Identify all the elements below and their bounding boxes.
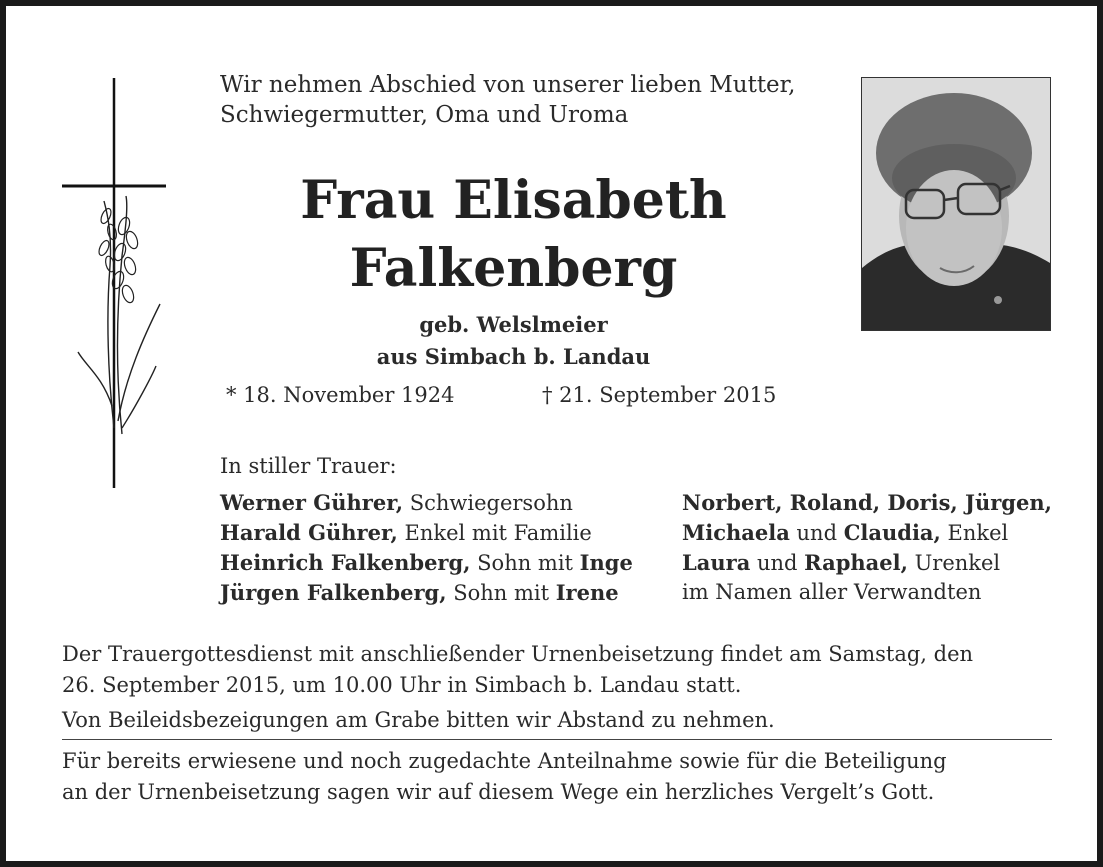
- mourner-name: Werner Gührer,: [220, 490, 404, 515]
- mourner-connector: und: [789, 521, 844, 545]
- mourner-relation: Urenkel: [907, 551, 1001, 575]
- condolence-note: Von Beileidsbezeigungen am Grabe bitten wir Abstand zu nehmen.: [62, 708, 775, 732]
- mourner-line: [220, 488, 633, 518]
- thanks-text: [62, 746, 947, 808]
- cross-with-wheat-icon: [56, 76, 176, 490]
- divider: [62, 739, 1052, 740]
- mourners-right-column: [682, 488, 1052, 607]
- mourner-name: Laura: [682, 550, 751, 575]
- thanks-line-2: an der Urnenbeisetzung sagen wir auf diesem Wege ein herzliches Vergelt’s Gott.: [62, 780, 935, 804]
- portrait-photo: [861, 77, 1051, 331]
- mourner-relation: Enkel: [940, 521, 1009, 545]
- birth-date: * 18. November 1924: [226, 383, 455, 407]
- service-line-2: 26. September 2015, um 10.00 Uhr in Simbach b. Landau statt.: [62, 673, 742, 697]
- mourner-line: [682, 578, 1052, 607]
- mourner-relation: Schwiegersohn: [403, 491, 573, 515]
- mourner-connector: und: [750, 551, 805, 575]
- mourner-line: [682, 518, 1052, 548]
- intro-line-2: Schwiegermutter, Oma und Uroma: [220, 102, 629, 128]
- mourner-line: [682, 488, 1052, 518]
- mourner-line: [220, 548, 633, 578]
- mourner-name: Raphael,: [804, 550, 908, 575]
- mourner-relation: Sohn mit: [470, 551, 580, 575]
- mourner-line: [682, 548, 1052, 578]
- mourner-name: Heinrich Falkenberg,: [220, 550, 471, 575]
- mourners-heading: In stiller Trauer:: [220, 454, 397, 478]
- service-line-1: Der Trauergottesdienst mit anschließender Urnenbeisetzung findet am Samstag, den: [62, 642, 974, 666]
- service-info: [62, 639, 973, 701]
- deceased-name-line-2: Falkenberg: [349, 238, 678, 299]
- origin: aus Simbach b. Landau: [376, 344, 651, 369]
- deceased-name-line-1: Frau Elisabeth: [300, 170, 727, 231]
- birth-name: geb. Welslmeier: [419, 312, 608, 337]
- mourner-partner: Irene: [555, 580, 619, 605]
- mourner-line: [220, 518, 633, 548]
- mourner-relation: Sohn mit: [446, 581, 556, 605]
- mourner-partner: Inge: [579, 550, 633, 575]
- thanks-line-1: Für bereits erwiesene und noch zugedachte Anteilnahme sowie für die Beteiligung: [62, 749, 947, 773]
- mourner-name: Michaela: [682, 520, 790, 545]
- intro-line-1: Wir nehmen Abschied von unserer lieben Mutter,: [220, 72, 796, 98]
- intro-text: [220, 70, 795, 130]
- mourner-name: Harald Gührer,: [220, 520, 398, 545]
- portrait-image: [862, 78, 1050, 330]
- mourner-relation: im Namen aller Verwandten: [682, 580, 982, 604]
- mourner-name: Jürgen Falkenberg,: [220, 580, 447, 605]
- mourner-name: Norbert, Roland, Doris, Jürgen,: [682, 490, 1052, 515]
- death-date: † 21. September 2015: [542, 383, 777, 407]
- mourners-left-column: [220, 488, 633, 608]
- mourner-name: Claudia,: [843, 520, 941, 545]
- mourner-line: [220, 578, 633, 608]
- mourner-relation: Enkel mit Familie: [397, 521, 592, 545]
